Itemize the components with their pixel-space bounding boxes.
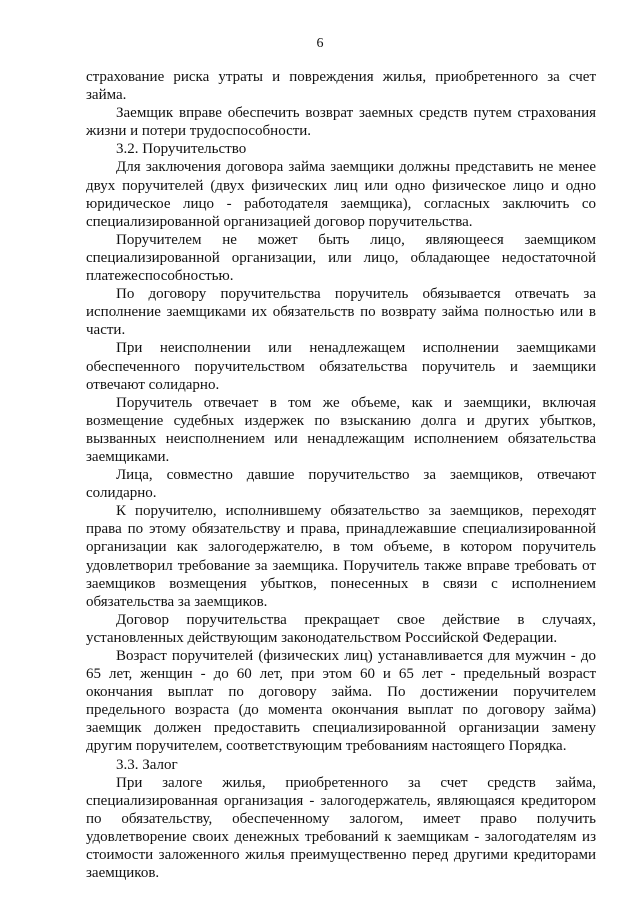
paragraph: Для заключения договора займа заемщики должны представить не менее двух поручителей (двух физических лиц или одно физическое лицо и одно юридическое лицо - работодателя заемщика), согласных заключить со специализированной организацией договор поручительства. <box>86 159 596 230</box>
paragraph: Договор поручительства прекращает свое действие в случаях, установленных действующим законодательством Российской Федерации. <box>86 611 596 646</box>
paragraph: При неисполнении или ненадлежащем исполнении заемщиками обеспеченного поручительством обязательства поручитель и заемщики отвечают солидарно. <box>86 340 596 393</box>
document-body <box>86 68 596 882</box>
paragraph: При залоге жилья, приобретенного за счет средств займа, специализированная организация - залогодержатель, являющаяся кредитором по обязательству, обеспеченному залогом, имеет право получить удовлетворение своих денежных требований к заемщикам - залогодателям из стоимости заложенного жилья преимущественно перед другими кредиторами заемщиков. <box>86 774 596 882</box>
paragraph: Лица, совместно давшие поручительство за заемщиков, отвечают солидарно. <box>86 467 596 502</box>
paragraph: По договору поручительства поручитель обязывается отвечать за исполнение заемщиками их обязательств по возврату займа полностью или в части. <box>86 286 596 339</box>
paragraph: Возраст поручителей (физических лиц) устанавливается для мужчин - до 65 лет, женщин - до 60 лет, при этом 60 и 65 лет - предельный возраст окончания выплат по договору займа. По достижении поручителем предельного возраста (до момента окончания выплат по договору займа) заемщик должен предоставить специализированной организации замену другим поручителем, соответствующим требованиям настоящего Порядка. <box>86 648 596 755</box>
paragraph: страхование риска утраты и повреждения жилья, приобретенного за счет займа. <box>86 69 596 104</box>
paragraph: Заемщик вправе обеспечить возврат заемных средств путем страхования жизни и потери трудоспособности. <box>86 105 596 140</box>
paragraph: Поручитель отвечает в том же объеме, как и заемщики, включая возмещение судебных издержек по взысканию долга и других убытков, вызванных неисполнением или ненадлежащим исполнением обязательства заемщиками. <box>86 394 596 465</box>
paragraph: Поручителем не может быть лицо, являющееся заемщиком специализированной организации, или лицо, обладающее недостаточной платежеспособностью. <box>86 231 596 285</box>
section-heading: 3.3. Залог <box>116 756 178 773</box>
paragraph: К поручителю, исполнившему обязательство за заемщиков, переходят права по этому обязательству и права, принадлежавшие специализированной организации как залогодержателю, в том объеме, в котором поручитель удовлетворил требование за заемщика. Поручитель также вправе требовать от заемщиков возмещения убытков, понесенных в связи с исполнением обязательства за заемщиков. <box>86 503 596 610</box>
page-number: 6 <box>316 36 324 51</box>
section-heading: 3.2. Поручительство <box>116 141 247 158</box>
